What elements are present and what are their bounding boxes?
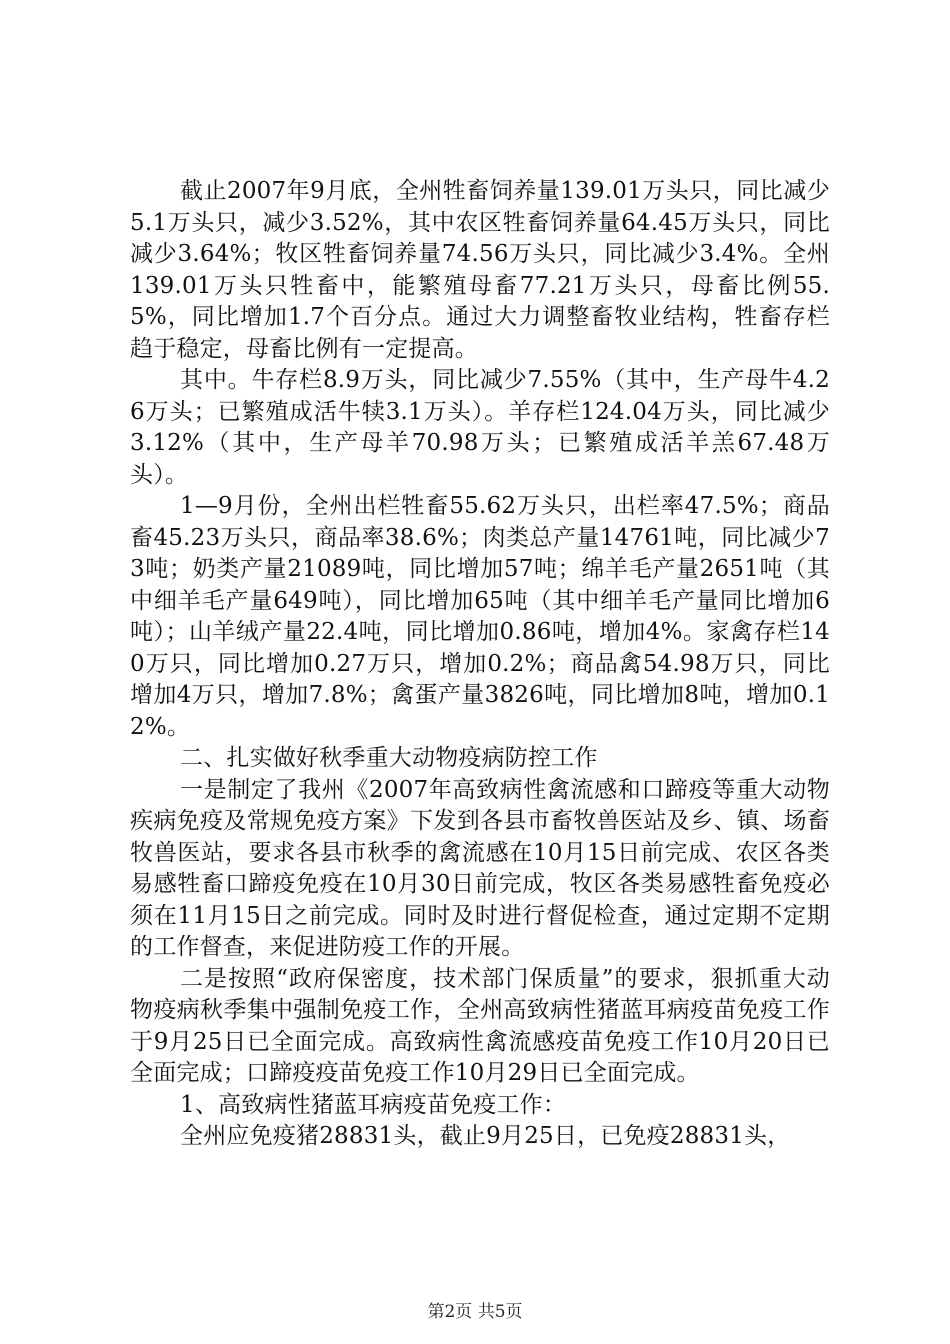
paragraph-livestock-summary: 截止2007年9月底，全州牲畜饲养量139.01万头只，同比减少5.1万头只，减少3.52%，其中农区牲畜饲养量64.45万头只，同比减少3.64%；牧区牲畜饲养量74.56万头只，同比减少3.4%。全州139.01万头只牲畜中，能繁殖母畜77.21万头只，母畜比例55.5%，同比增加1.7个百分点。通过大力调整畜牧业结构，牲畜存栏趋于稳定，母畜比例有一定提高。 (130, 178, 830, 362)
paragraph-output-statistics: 1—9月份，全州出栏牲畜55.62万头只，出栏率47.5%；商品畜45.23万头只，商品率38.6%；肉类总产量14761吨，同比减少73吨；奶类产量21089吨，同比增加57吨；绵羊毛产量2651吨（其中细羊毛产量649吨），同比增加65吨（其中细羊毛产量同比增加6吨）；山羊绒产量22.4吨，同比增加0.86吨，增加4%。家禽存栏140万只，同比增加0.27万只，增加0.2%；商品禽54.98万只，同比增加4万只，增加7.8%；禽蛋产量3826吨，同比增加8吨，增加0.12%。 (130, 493, 830, 740)
section-heading-epidemic-control: 二、扎实做好秋季重大动物疫病防控工作 (180, 745, 598, 771)
subheading-blue-ear-vaccine: 1、高致病性猪蓝耳病疫苗免疫工作： (180, 1091, 567, 1118)
document-body (130, 176, 830, 1153)
paragraph-pig-immunization: 全州应免疫猪28831头，截止9月25日，已免疫28831头， (180, 1123, 791, 1149)
paragraph-cattle-sheep-stock: 其中。牛存栏8.9万头，同比减少7.55%（其中，生产母牛4.26万头；已繁殖成活牛犊3.1万头）。羊存栏124.04万头，同比减少3.12%（其中，生产母羊70.98万头；已繁殖成活羊羔67.48万头）。 (130, 367, 830, 488)
page-footer: 第2页 共5页 (427, 1302, 523, 1322)
paragraph-immunization-plan: 一是制定了我州《2007年高致病性禽流感和口蹄疫等重大动物疾病免疫及常规免疫方案》下发到各县市畜牧兽医站及乡、镇、场畜牧兽医站，要求各县市秋季的禽流感在10月15日前完成、农区各类易感牲畜口蹄疫免疫在10月30日前完成，牧区各类易感牲畜免疫必须在11月15日之前完成。同时及时进行督促检查，通过定期不定期的工作督查，来促进防疫工作的开展。 (130, 776, 830, 960)
paragraph-mandatory-immunization: 二是按照“政府保密度，技术部门保质量”的要求，狠抓重大动物疫病秋季集中强制免疫工作，全州高致病性猪蓝耳病疫苗免疫工作于9月25日已全面完成。高致病性禽流感疫苗免疫工作10月20日已全面完成；口蹄疫疫苗免疫工作10月29日已全面完成。 (130, 965, 830, 1086)
